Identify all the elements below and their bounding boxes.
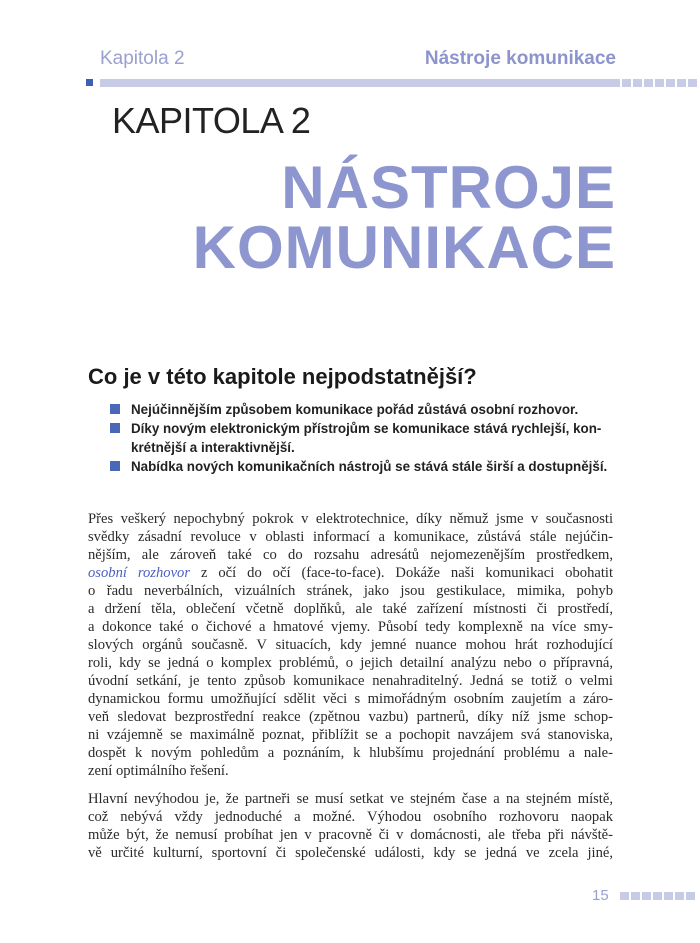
bullet-square-icon	[110, 404, 120, 414]
emphasis-term: osobní rozhovor	[88, 565, 191, 581]
bullet-square-icon	[110, 461, 120, 471]
header-rule	[100, 79, 620, 87]
running-header-chapter: Kapitola 2	[100, 48, 185, 69]
text-line: Hlavní nevýhodou je, že partneři se musí setkat ve stejném čase a na stejném místě,	[88, 791, 613, 807]
text-line: a dokonce také o čichové a hmatové vjemy. Působí tedy komplexně na více smy-	[88, 619, 613, 635]
text-line: nějším, ale zároveň také co do rozsahu adresátů nejomezenějším prostředkem,	[88, 547, 613, 563]
summary-heading: Co je v této kapitole nejpodstatnější?	[88, 364, 477, 389]
summary-bullet: Díky novým elektronickým přístrojům se komunikace stává rychlejší, kon-krétnější a interaktivnější.	[110, 419, 620, 457]
text-line: veň sledovat bezprostřední reakce (zpětnou vazbu) partnerů, díky níž jsme schop-	[88, 709, 613, 725]
text-line	[88, 564, 613, 582]
text-line: o řadu neverbálních, vizuálních stránek, jako jsou gestikulace, mimika, pohyb	[88, 583, 613, 599]
summary-bullet: Nabídka nových komunikačních nástrojů se stává stále širší a dostupnější.	[110, 457, 620, 476]
text-line: což nebývá vždy jednoduché a možné. Výhodou osobního rozhovoru naopak	[88, 809, 613, 825]
text-line: roli, kdy se jedná o komplex problémů, o jejich detailní analýzu nebo o přípravná,	[88, 655, 613, 671]
summary-bullet: Nejúčinnějším způsobem komunikace pořád zůstává osobní rozhovor.	[110, 400, 620, 419]
footer-dots	[620, 892, 695, 900]
text-line: zení optimálního řešení.	[88, 763, 229, 779]
text-line: dospět k novým pohledům a poznáním, k hlubšímu projednání problému a nale-	[88, 745, 613, 761]
chapter-label: KAPITOLA 2	[112, 100, 311, 141]
text-segment: z očí do očí (face-to-face). Dokáže naši komunikaci obohatit	[190, 565, 614, 581]
body-text	[88, 510, 613, 862]
chapter-title-line-1: NÁSTROJE	[281, 154, 616, 221]
header-square-marker	[86, 79, 93, 86]
chapter-title-line-2: KOMUNIKACE	[192, 214, 616, 281]
text-line: a držení těla, oblečení včetně doplňků, ale také zařízení místnosti či prostředí,	[88, 601, 613, 617]
text-line: ni vzájemně se maximálně poznat, přiblížit se a pochopit navzájem svá stanoviska,	[88, 727, 613, 743]
text-line: slových orgánů současně. V situacích, kdy jemné nuance mohou hrát rozhodující	[88, 637, 613, 653]
text-line: dynamickou formu umožňující sdělit věci s mimořádným osobním zaujetím a záro-	[88, 691, 613, 707]
page-number: 15	[592, 887, 609, 904]
summary-bullet-list	[110, 400, 620, 476]
body-paragraph-1	[88, 510, 613, 780]
text-line: úvodní setkání, je tento způsob komunikace nenahraditelný. Jedná se totiž o velmi	[88, 673, 613, 689]
running-header-title: Nástroje komunikace	[424, 48, 616, 69]
body-paragraph-2	[88, 790, 613, 862]
text-line: vě určité kulturní, sportovní či společenské události, kdy se jedná ve zcela jiné,	[88, 845, 613, 861]
text-line: Přes veškerý nepochybný pokrok v elektrotechnice, díky němuž jsme v současnosti	[88, 511, 613, 527]
text-line: může být, že nemusí probíhat jen v pracovně či v domácnosti, ale třeba při návště-	[88, 827, 613, 843]
bullet-square-icon	[110, 423, 120, 433]
text-line: svědky zásadní revoluce v oblasti informací a komunikace, zůstává stále nejúčin-	[88, 529, 613, 545]
header-dots	[622, 79, 697, 87]
